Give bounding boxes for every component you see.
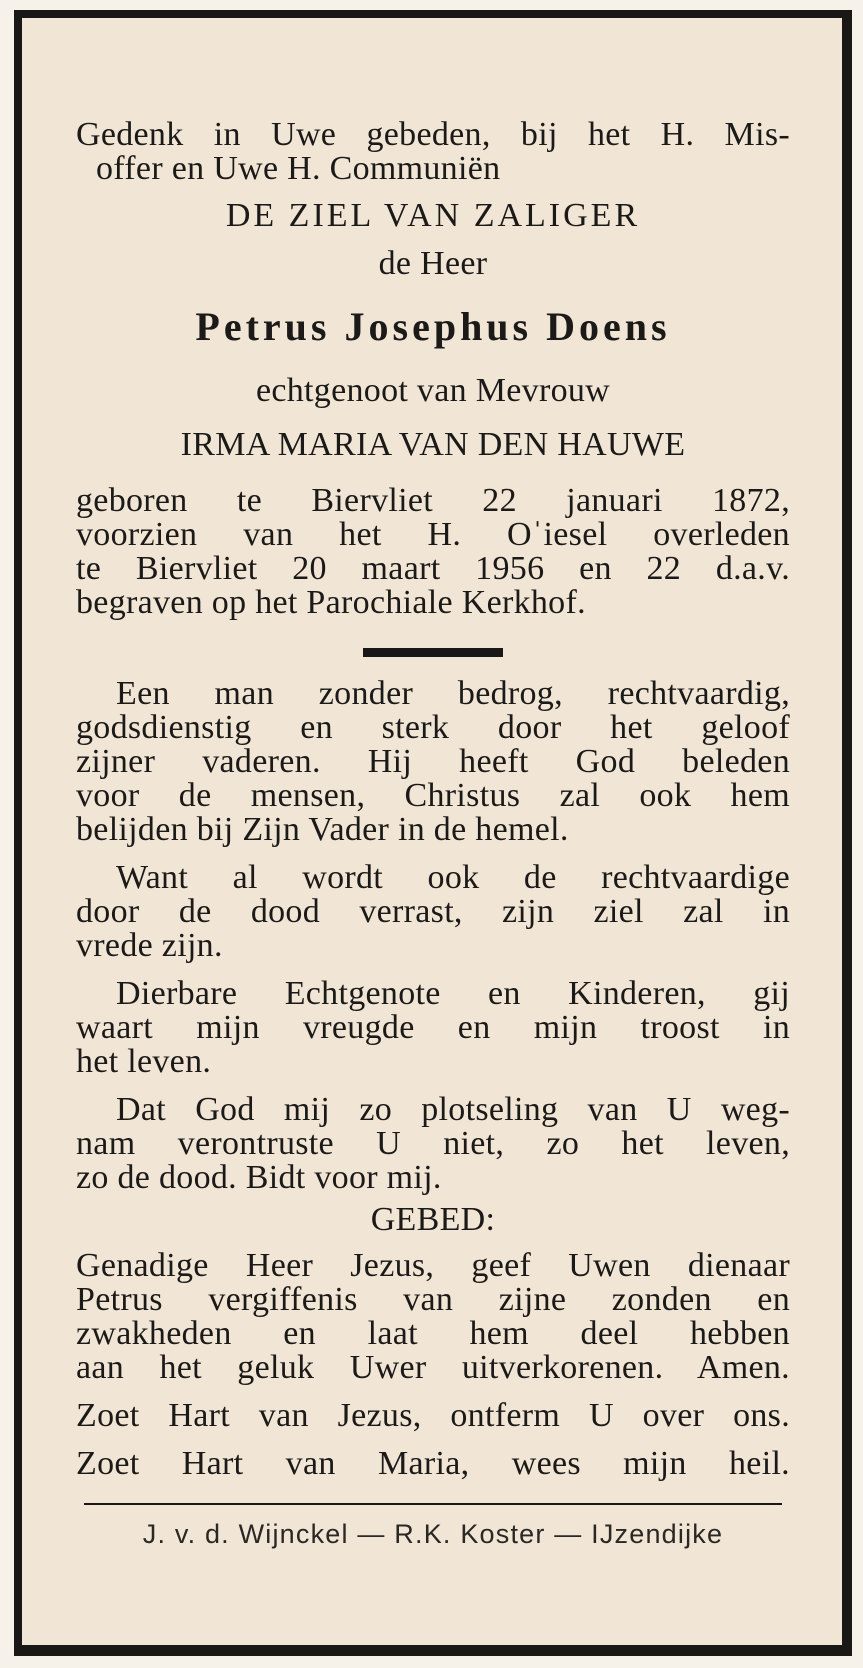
verse-2 [76, 861, 790, 963]
verse-3 [76, 977, 790, 1079]
soul-heading: DE ZIEL VAN ZALIGER [225, 197, 641, 234]
prayer-line: aan het geluk Uwer uitverkorenen. Amen. [76, 1349, 790, 1386]
verse-line: zo de dood. Bidt voor mij. [76, 1159, 442, 1196]
prayer-line: Genadige Heer Jezus, geef Uwen dienaar [76, 1247, 790, 1284]
prayer-line: zwakheden en laat hem deel hebben [76, 1315, 790, 1352]
verse-4 [76, 1093, 790, 1195]
verse-line: voor de mensen, Christus zal ook hem [76, 777, 790, 814]
bio-line: begraven op het Parochiale Kerkhof. [76, 584, 586, 621]
memorial-card [14, 10, 852, 1656]
verse-line: het leven. [76, 1043, 212, 1080]
invocation-jesus: Zoet Hart van Jezus, ontferm U over ons. [76, 1397, 790, 1434]
divider-bar [363, 648, 503, 657]
bio-block [76, 484, 790, 620]
verse-line: waart mijn vreugde en mijn troost in [76, 1009, 790, 1046]
spouse-name: IRMA MARIA VAN DEN HAUWE [180, 426, 686, 463]
intro-line-2: offer en Uwe H. Communiën [96, 150, 501, 187]
verse-line: Want al wordt ook de rechtvaardige [116, 859, 790, 896]
verse-line: zijner vaderen. Hij heeft God beleden [76, 743, 790, 780]
verse-line: vrede zijn. [76, 927, 223, 964]
bio-line: geboren te Biervliet 22 januari 1872, [76, 482, 790, 519]
spouse-intro: echtgenoot van Mevrouw [255, 372, 611, 409]
footer-rule [84, 1503, 782, 1505]
verse-line: belijden bij Zijn Vader in de hemel. [76, 811, 569, 848]
card-content [76, 118, 790, 1551]
deceased-name: Petrus Josephus Doens [195, 304, 671, 349]
verse-line: Een man zonder bedrog, rechtvaardig, [116, 675, 790, 712]
bio-line: voorzien van het H. Oˈiesel overleden [76, 516, 790, 553]
verse-line: godsdienstig en sterk door het geloof [76, 709, 790, 746]
prayer-heading: GEBED: [370, 1201, 496, 1238]
prayer-block [76, 1249, 790, 1385]
intro-line-1: Gedenk in Uwe gebeden, bij het H. Mis- [76, 116, 790, 153]
printer-credit: J. v. d. Wijnckel — R.K. Koster — IJzendijke [142, 1519, 724, 1549]
prayer-line: Petrus vergiffenis van zijne zonden en [76, 1281, 790, 1318]
verse-line: Dat God mij zo plotseling van U weg- [116, 1091, 790, 1128]
verse-1 [76, 677, 790, 847]
verse-line: door de dood verrast, zijn ziel zal in [76, 893, 790, 930]
bio-line: te Biervliet 20 maart 1956 en 22 d.a.v. [76, 550, 790, 587]
title-line: de Heer [378, 245, 488, 282]
invocation-maria: Zoet Hart van Maria, wees mijn heil. [76, 1445, 790, 1482]
verse-line: Dierbare Echtgenote en Kinderen, gij [116, 975, 790, 1012]
verse-line: nam verontruste U niet, zo het leven, [76, 1125, 790, 1162]
